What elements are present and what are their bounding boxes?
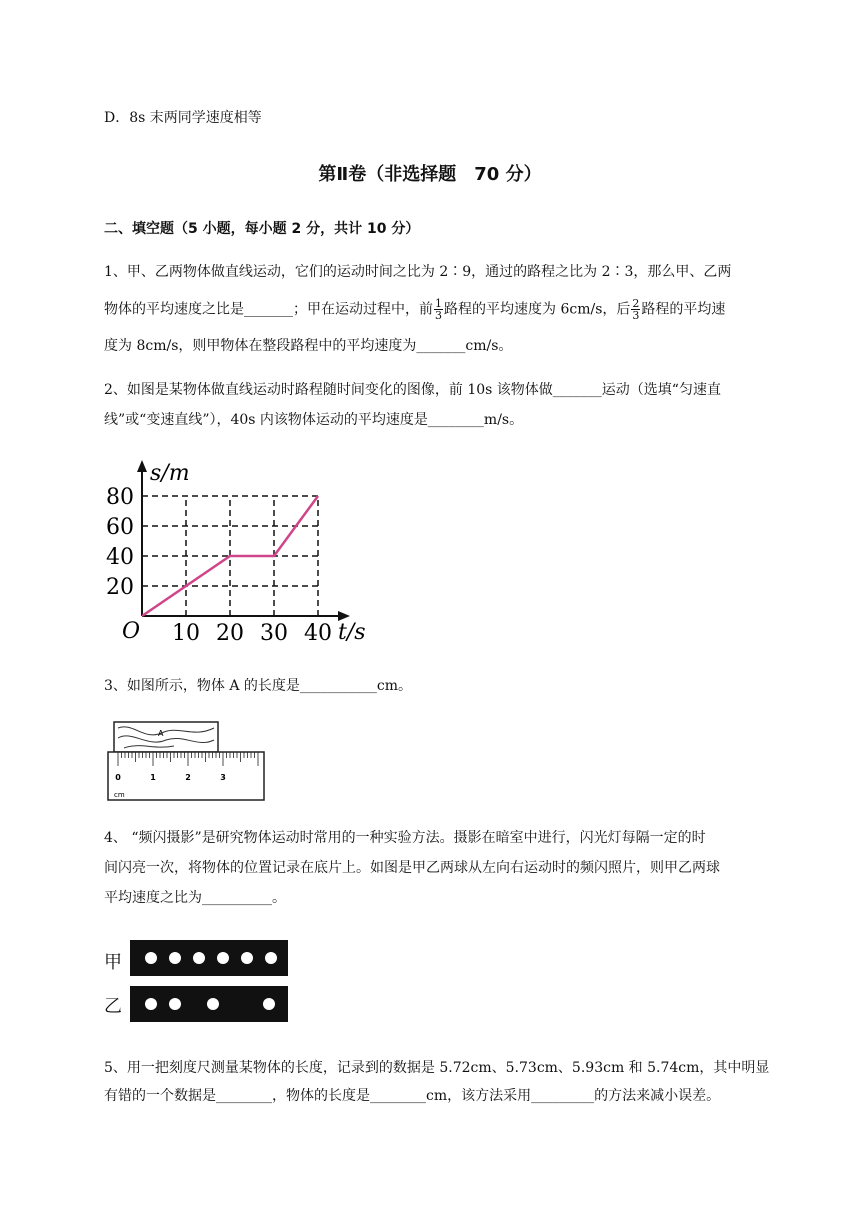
x-tick-label: 20	[216, 621, 244, 646]
q1-line2-a: 物体的平均速度之比是_______；甲在运动过程中，前	[104, 301, 433, 318]
ball	[263, 998, 275, 1010]
fraction-two-thirds: $\frac{2}{3}$	[632, 297, 640, 322]
q4-line3: 平均速度之比为__________。	[104, 890, 286, 906]
q1-line1: 1、甲、乙两物体做直线运动，它们的运动时间之比为 2∶9，通过的路程之比为 2∶3，那么甲、乙两	[104, 264, 732, 280]
ruler-tick-label: 0	[115, 773, 121, 782]
ball	[145, 952, 157, 964]
object-a-label: A	[158, 729, 164, 738]
distance-time-chart	[100, 456, 380, 652]
label-jia: 甲	[104, 952, 122, 973]
q3-line1: 3、如图所示，物体 A 的长度是___________cm。	[104, 678, 413, 694]
q2-line1: 2、如图是某物体做直线运动时路程随时间变化的图像，前 10s 该物体做_______运动（选填“匀速直	[104, 382, 721, 398]
ruler-tick-label: 2	[185, 773, 191, 782]
q1-line3: 度为 8cm/s，则甲物体在整段路程中的平均速度为_______cm/s。	[104, 338, 513, 354]
q4-line2: 间闪亮一次，将物体的位置记录在底片上。如图是甲乙两球从左向右运动时的频闪照片，则甲乙两球	[104, 860, 720, 876]
object-a	[114, 722, 218, 752]
x-tick-label: 30	[260, 621, 288, 646]
q5-line1: 5、用一把刻度尺测量某物体的长度，记录到的数据是 5.72cm、5.73cm、5.93cm 和 5.74cm，其中明显	[104, 1060, 770, 1076]
fraction-one-third: $\frac{1}{3}$	[435, 297, 442, 322]
q2-line2: 线”或“变速直线”），40s 内该物体运动的平均速度是________m/s。	[104, 412, 524, 428]
ruler-tick-label: 3	[220, 773, 226, 782]
x-axis-label: t/s	[338, 620, 366, 645]
ball	[193, 952, 205, 964]
q4-line1: 4、 “频闪摄影”是研究物体运动时常用的一种实验方法。摄影在暗室中进行，闪光灯每隔一定的时	[104, 830, 706, 846]
part-title: 第Ⅱ卷（非选择题 70 分）	[318, 164, 542, 185]
strobe-photo-yi	[130, 986, 288, 1022]
strobe-photo-jia	[130, 940, 288, 976]
q1-line2	[104, 298, 725, 321]
ball	[207, 998, 219, 1010]
y-tick-label: 20	[106, 575, 134, 600]
y-tick-label: 60	[106, 515, 134, 540]
q1-line2-c: 路程的平均速	[641, 301, 726, 318]
section-title: 二、填空题（5 小题，每小题 2 分，共计 10 分）	[104, 221, 420, 237]
x-tick-label: 40	[304, 621, 332, 646]
q5-line2: 有错的一个数据是________，物体的长度是________cm，该方法采用_________的方法来减小误差。	[104, 1088, 721, 1104]
ball	[217, 952, 229, 964]
x-tick-label: 10	[172, 621, 200, 646]
ball	[265, 952, 277, 964]
ball	[169, 952, 181, 964]
y-axis-arrow-icon	[137, 460, 147, 472]
y-axis-label: s/m	[150, 461, 190, 486]
ruler-figure	[104, 718, 274, 804]
origin-label: O	[122, 619, 141, 644]
ball	[169, 998, 181, 1010]
ruler-unit: cm	[114, 791, 125, 799]
label-yi: 乙	[104, 996, 122, 1017]
y-tick-label: 80	[106, 485, 134, 510]
y-tick-label: 40	[106, 545, 134, 570]
ruler-tick-label: 1	[150, 773, 156, 782]
ball	[145, 998, 157, 1010]
q1-line2-b: 路程的平均速度为 6cm/s，后	[444, 301, 631, 318]
option-d: D．8s 末两同学速度相等	[104, 110, 262, 126]
ball	[241, 952, 253, 964]
